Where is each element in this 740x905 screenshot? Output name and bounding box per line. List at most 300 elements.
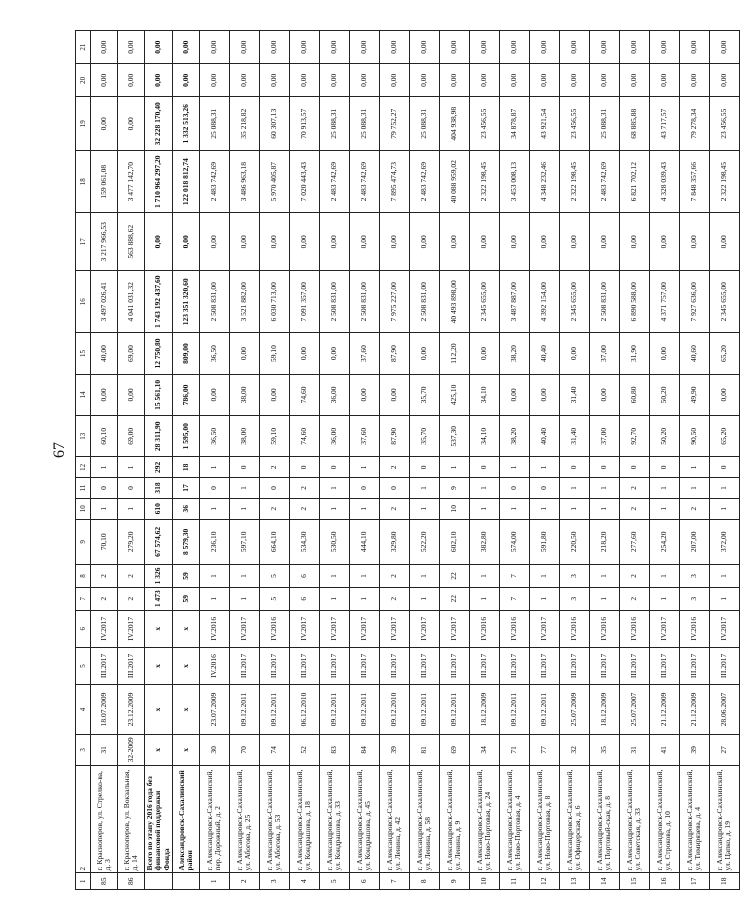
table-cell: 12 (529, 873, 559, 890)
table-cell: 277,60 (619, 519, 649, 565)
table-cell: 1 (409, 587, 439, 610)
table-cell: 0,00 (559, 64, 589, 97)
table-cell: 34 878,87 (499, 97, 529, 151)
table-cell: 2 (379, 498, 409, 519)
table-row (349, 31, 379, 890)
table-cell: 2 (379, 457, 409, 478)
document-table-sheet (75, 30, 733, 890)
table-cell: 0,00 (199, 374, 229, 415)
table-cell: 2 508 831,00 (589, 271, 619, 333)
table-cell: 0,00 (709, 64, 739, 97)
table-cell: 23.07.2009 (199, 685, 229, 735)
table-cell: г. Александровск-Сахалинский, ул. Тимирязева, д. 4 (679, 765, 709, 873)
table-cell: 2 322 198,45 (559, 151, 589, 213)
table-cell: 36,50 (199, 333, 229, 374)
table-cell: 372,00 (709, 519, 739, 565)
column-number: 15 (76, 333, 91, 374)
table-cell: 37,00 (589, 333, 619, 374)
table-cell: 36,00 (319, 374, 349, 415)
table-row (118, 31, 145, 890)
table-cell: 1 (529, 457, 559, 478)
table-cell: 1 (118, 457, 145, 478)
table-cell: 0,00 (649, 213, 679, 271)
table-row (469, 31, 499, 890)
table-cell: 36,50 (199, 416, 229, 457)
table-cell: 0,00 (118, 374, 145, 415)
table-row (559, 31, 589, 890)
table-cell: 2 (619, 565, 649, 588)
table-cell: 28.06.2007 (709, 685, 739, 735)
table-cell: 1 (229, 565, 259, 588)
table-cell: 32 (559, 734, 589, 765)
table-cell: 0,00 (679, 64, 709, 97)
table-cell: 1 (439, 457, 469, 478)
table-cell: 2 322 198,45 (709, 151, 739, 213)
table-cell: 25.07.2009 (559, 685, 589, 735)
page-number: 67 (51, 442, 68, 458)
table-cell: 0,00 (349, 374, 379, 415)
table-cell: 23 456,55 (709, 97, 739, 151)
table-cell: 60,80 (619, 374, 649, 415)
table-cell: 1 (649, 498, 679, 519)
table-cell: 7 975 227,00 (379, 271, 409, 333)
table-cell: 0,00 (679, 31, 709, 64)
table-cell: 43 921,54 (529, 97, 559, 151)
table-cell: 60,10 (91, 416, 118, 457)
table-cell: 18.12.2009 (469, 685, 499, 735)
table-cell: г. Красноперов, ул. Вокзальная, д. 14 (118, 765, 145, 873)
table-cell: 0,00 (619, 31, 649, 64)
table-cell: IV.2017 (529, 610, 559, 647)
table-cell: 2 (379, 565, 409, 588)
table-cell: 2 483 742,69 (199, 151, 229, 213)
table-cell: III.2017 (529, 647, 559, 684)
table-cell: 2 483 742,69 (589, 151, 619, 213)
table-cell: 0,00 (289, 333, 319, 374)
column-number: 6 (76, 610, 91, 647)
table-cell: 70 (229, 734, 259, 765)
column-number: 9 (76, 519, 91, 565)
table-row (259, 31, 289, 890)
table-cell: 1 710 964 297,20 (145, 151, 173, 213)
table-cell: 10 (469, 873, 499, 890)
table-cell: 1 (469, 565, 499, 588)
table-cell: 1 (349, 498, 379, 519)
column-number: 8 (76, 565, 91, 588)
table-cell: 1 (709, 498, 739, 519)
table-cell: 0 (118, 478, 145, 499)
table-cell: 0,00 (349, 31, 379, 64)
table-cell: 0,00 (319, 31, 349, 64)
table-cell: 69 (439, 734, 469, 765)
table-cell: 87,90 (379, 416, 409, 457)
table-cell: 0,00 (172, 31, 199, 64)
table-cell: 610 (145, 498, 173, 519)
table-cell: 6 (289, 587, 319, 610)
table-cell: 2 (91, 587, 118, 610)
table-cell: IV.2016 (589, 610, 619, 647)
table-cell: 21.12.2009 (649, 685, 679, 735)
table-body (76, 31, 740, 890)
table-cell: 81 (409, 734, 439, 765)
table-cell: г. Александровск-Сахалинский, ул. Абогова, д. 53 (259, 765, 289, 873)
table-cell: 31 (91, 734, 118, 765)
table-cell: г. Александровск-Сахалинский, ул. Ленина, д. 9 (439, 765, 469, 873)
table-cell: 30 (199, 734, 229, 765)
table-cell: 0,00 (529, 31, 559, 64)
table-cell: 23 456,55 (469, 97, 499, 151)
table-cell: 74,60 (289, 416, 319, 457)
column-number: 13 (76, 416, 91, 457)
table-cell: 1 (709, 565, 739, 588)
table-cell: 16 (649, 873, 679, 890)
table-cell: 2 345 655,00 (559, 271, 589, 333)
column-number: 21 (76, 31, 91, 64)
table-cell: 3 (679, 565, 709, 588)
table-cell: 4 (289, 873, 319, 890)
table-cell: 0,00 (319, 333, 349, 374)
table-cell: 1 (349, 565, 379, 588)
table-cell: 0,00 (439, 213, 469, 271)
table-cell: 3 487 887,00 (499, 271, 529, 333)
table-cell: x (172, 610, 199, 647)
table-cell: 59 (172, 565, 199, 588)
table-cell: г. Александровск-Сахалинский, ул. Ново-Портовая, д. 24 (469, 765, 499, 873)
table-row (289, 31, 319, 890)
table-cell: 1 (319, 565, 349, 588)
table-cell: 35 (589, 734, 619, 765)
table-cell: III.2017 (469, 647, 499, 684)
table-cell: 0,00 (379, 374, 409, 415)
table-cell: г. Александровск-Сахалинский, ул. Абогова, д. 25 (229, 765, 259, 873)
table-cell: 59,10 (259, 416, 289, 457)
table-cell: 318 (145, 478, 173, 499)
table-cell: 1 (199, 498, 229, 519)
table-cell: 0 (619, 457, 649, 478)
table-cell: 40,00 (91, 333, 118, 374)
table-cell: 1 743 192 437,60 (145, 271, 173, 333)
table-cell: x (145, 685, 173, 735)
table-cell: IV.2017 (229, 610, 259, 647)
table-cell: IV.2016 (679, 610, 709, 647)
table-cell: 0,00 (559, 333, 589, 374)
table-row (199, 31, 229, 890)
table-cell: 0,00 (589, 374, 619, 415)
table-cell: г. Александровск-Сахалинский, ул. Портовый-ская, д. 8 (589, 765, 619, 873)
table-cell: x (172, 685, 199, 735)
table-cell: 1 (469, 587, 499, 610)
table-cell: 3 477 142,70 (118, 151, 145, 213)
table-cell: 3 (259, 873, 289, 890)
table-cell: 79 278,34 (679, 97, 709, 151)
table-cell: 3 217 966,53 (91, 213, 118, 271)
table-cell: 09.12.2011 (499, 685, 529, 735)
table-cell: 38,20 (499, 333, 529, 374)
table-cell: 0,00 (145, 213, 173, 271)
table-cell: III.2017 (91, 647, 118, 684)
column-number: 20 (76, 64, 91, 97)
table-cell: 0,00 (229, 64, 259, 97)
table-cell: 159 061,08 (91, 151, 118, 213)
table-cell: 404 938,98 (439, 97, 469, 151)
table-cell: 37,00 (589, 416, 619, 457)
table-cell: 0,00 (499, 374, 529, 415)
table-cell: 0,00 (409, 31, 439, 64)
table-cell: 83 (319, 734, 349, 765)
table-cell: 32-2009 (118, 734, 145, 765)
table-cell: 0,00 (319, 64, 349, 97)
table-cell: 0,00 (589, 64, 619, 97)
table-cell: 0,00 (379, 64, 409, 97)
table-cell: 6 (289, 565, 319, 588)
table-cell: III.2017 (589, 647, 619, 684)
table-cell: 71 (499, 734, 529, 765)
table-cell: 77 (529, 734, 559, 765)
table-cell: г. Александровск-Сахалинский, пер. Дорожный, д. 2 (199, 765, 229, 873)
table-cell: III.2017 (709, 647, 739, 684)
table-cell: 1 (559, 478, 589, 499)
table-cell: 35,70 (409, 416, 439, 457)
table-row (529, 31, 559, 890)
table-cell: 0,00 (199, 31, 229, 64)
table-cell: 1 595,00 (172, 416, 199, 457)
table-cell: 38,00 (229, 416, 259, 457)
table-cell: IV.2017 (349, 610, 379, 647)
table-cell: 1 (349, 457, 379, 478)
table-cell: IV.2016 (259, 610, 289, 647)
table-cell: III.2017 (349, 647, 379, 684)
table-cell: 1 (529, 565, 559, 588)
table-cell: г. Александровск-Сахалинский, ул. Советская, д. 33 (619, 765, 649, 873)
table-cell: 3 497 026,41 (91, 271, 118, 333)
table-cell: 1 (319, 478, 349, 499)
table-cell: 74 (259, 734, 289, 765)
table-cell: 444,10 (349, 519, 379, 565)
table-cell: 1 (709, 587, 739, 610)
table-cell: 0,00 (469, 31, 499, 64)
table-cell: III.2017 (289, 647, 319, 684)
table-cell: 1 (199, 873, 229, 890)
table-cell: 0 (259, 478, 289, 499)
table-cell: 59,10 (259, 333, 289, 374)
table-cell: 0,00 (589, 31, 619, 64)
table-cell: 0 (529, 478, 559, 499)
table-cell: 50,20 (649, 416, 679, 457)
table-cell: 06.12.2010 (289, 685, 319, 735)
table-cell: 2 345 655,00 (469, 271, 499, 333)
header-row (76, 31, 91, 890)
table-cell: 0,00 (229, 333, 259, 374)
table-cell: 23 456,55 (559, 97, 589, 151)
table-cell: 74,60 (289, 374, 319, 415)
table-cell: 809,00 (172, 333, 199, 374)
table-cell: 8 (409, 873, 439, 890)
table-cell: 0,00 (199, 213, 229, 271)
table-cell: III.2017 (439, 647, 469, 684)
table-cell: 3 (559, 565, 589, 588)
table-cell: 0,00 (499, 64, 529, 97)
table-cell: 0 (589, 457, 619, 478)
table-row (91, 31, 118, 890)
table-cell: 1 (499, 498, 529, 519)
table-cell: 0,00 (619, 213, 649, 271)
table-cell: 3 (679, 587, 709, 610)
relocation-data-table (75, 30, 740, 890)
table-cell: 09.12.2011 (529, 685, 559, 735)
table-cell: 6 821 702,12 (619, 151, 649, 213)
table-cell: 2 322 198,45 (469, 151, 499, 213)
table-cell: 3 453 008,13 (499, 151, 529, 213)
table-cell: 2 (289, 478, 319, 499)
table-cell: 1 (499, 457, 529, 478)
table-cell: 279,20 (118, 519, 145, 565)
column-number: 18 (76, 151, 91, 213)
table-cell: 0 (499, 478, 529, 499)
table-cell: IV.2016 (199, 610, 229, 647)
table-cell: 7 (499, 565, 529, 588)
table-cell: 70 913,57 (289, 97, 319, 151)
table-cell: 17 (172, 478, 199, 499)
table-cell: 382,80 (469, 519, 499, 565)
table-cell: 38,20 (499, 416, 529, 457)
table-cell: 92,70 (619, 416, 649, 457)
table-cell: 236,10 (199, 519, 229, 565)
table-cell: 1 332 513,26 (172, 97, 199, 151)
table-cell: 0,00 (319, 213, 349, 271)
table-cell: x (145, 647, 173, 684)
table-cell: 1 (679, 457, 709, 478)
table-cell: 0,00 (289, 31, 319, 64)
table-cell: 1 (319, 498, 349, 519)
table-cell: 0,00 (649, 333, 679, 374)
table-cell: 0,00 (439, 64, 469, 97)
table-cell: 5 (319, 873, 349, 890)
table-cell: 664,10 (259, 519, 289, 565)
table-cell: 0,00 (379, 213, 409, 271)
table-cell: г. Александровск-Сахалинский, ул. Офицерская, д. 6 (559, 765, 589, 873)
table-cell: 09.12.2010 (379, 685, 409, 735)
table-cell: 1 (589, 565, 619, 588)
table-cell: 0 (349, 478, 379, 499)
table-cell: 1 (649, 587, 679, 610)
table-cell: 86 (118, 873, 145, 890)
table-cell: 122 018 812,74 (172, 151, 199, 213)
table-cell: 25 088,31 (409, 97, 439, 151)
table-cell: 3 (559, 587, 589, 610)
table-cell: 1 (229, 498, 259, 519)
table-cell: 36 (172, 498, 199, 519)
table-cell: 1 (319, 587, 349, 610)
table-cell: 522,20 (409, 519, 439, 565)
column-number: 7 (76, 587, 91, 610)
table-row (589, 31, 619, 890)
table-cell: 34,10 (469, 416, 499, 457)
table-cell: 5 (259, 587, 289, 610)
table-cell: 786,00 (172, 374, 199, 415)
table-row (145, 31, 173, 890)
table-cell: 39 (679, 734, 709, 765)
table-cell: 0,00 (91, 64, 118, 97)
table-cell: III.2017 (118, 647, 145, 684)
column-number: 2 (76, 765, 91, 873)
table-cell: 0 (289, 457, 319, 478)
table-cell: 1 (409, 478, 439, 499)
table-cell: 1 (679, 478, 709, 499)
table-cell: 0,00 (379, 31, 409, 64)
column-number: 19 (76, 97, 91, 151)
table-cell: 0,00 (679, 213, 709, 271)
column-number: 12 (76, 457, 91, 478)
column-number: 5 (76, 647, 91, 684)
table-cell: 4 328 039,43 (649, 151, 679, 213)
table-cell: III.2017 (679, 647, 709, 684)
table-cell: 0,00 (229, 31, 259, 64)
table-cell: 0,00 (118, 97, 145, 151)
table-cell: 0,00 (649, 31, 679, 64)
table-cell: IV.2016 (499, 610, 529, 647)
table-cell: IV.2017 (91, 610, 118, 647)
table-row (172, 31, 199, 890)
table-cell: 25.07.2007 (619, 685, 649, 735)
table-cell: 0,00 (469, 213, 499, 271)
table-cell: г. Александровск-Сахалинский, ул. Строкова, д. 10 (649, 765, 679, 873)
table-row (409, 31, 439, 890)
table-cell: 0,00 (709, 374, 739, 415)
table-cell: 6 890 588,00 (619, 271, 649, 333)
table-cell: 10 (439, 498, 469, 519)
table-cell: 8 579,30 (172, 519, 199, 565)
table-row (679, 31, 709, 890)
table-cell: 2 (619, 478, 649, 499)
table-cell: 40,60 (679, 333, 709, 374)
table-cell: 537,30 (439, 416, 469, 457)
table-cell: 2 508 831,00 (349, 271, 379, 333)
table-row (649, 31, 679, 890)
table-cell: 7 091 357,00 (289, 271, 319, 333)
table-cell: 1 (649, 478, 679, 499)
table-cell: г. Александровск-Сахалинский, ул. Кондрашова, д. 33 (319, 765, 349, 873)
table-cell: 2 (619, 498, 649, 519)
table-cell: 31,40 (559, 416, 589, 457)
table-cell: г. Александровск-Сахалинский, ул. Ново-Портовая, д. 4 (499, 765, 529, 873)
table-cell: 0,00 (259, 31, 289, 64)
table-cell: 1 (709, 478, 739, 499)
table-cell: x (172, 734, 199, 765)
table-cell: 4 348 232,46 (529, 151, 559, 213)
column-number: 3 (76, 734, 91, 765)
table-cell: 11 (499, 873, 529, 890)
table-cell: 7 020 443,43 (289, 151, 319, 213)
table-cell: 69,00 (118, 416, 145, 457)
table-cell: 597,10 (229, 519, 259, 565)
table-cell: 21.12.2009 (679, 685, 709, 735)
column-number: 14 (76, 374, 91, 415)
table-cell: 18 (709, 873, 739, 890)
table-cell: 1 (91, 457, 118, 478)
table-cell: IV.2016 (199, 647, 229, 684)
table-cell: 32 228 170,40 (145, 97, 173, 151)
table-cell: 9 (439, 873, 469, 890)
table-cell: 18 (172, 457, 199, 478)
table-cell: 0,00 (289, 64, 319, 97)
table-cell: 0,00 (439, 31, 469, 64)
table-cell: 69,00 (118, 333, 145, 374)
table-cell: 0,00 (289, 213, 319, 271)
table-cell: 0,00 (259, 64, 289, 97)
table-cell: 12 750,80 (145, 333, 173, 374)
table-cell: 37,60 (349, 333, 379, 374)
table-cell: 09.12.2011 (349, 685, 379, 735)
